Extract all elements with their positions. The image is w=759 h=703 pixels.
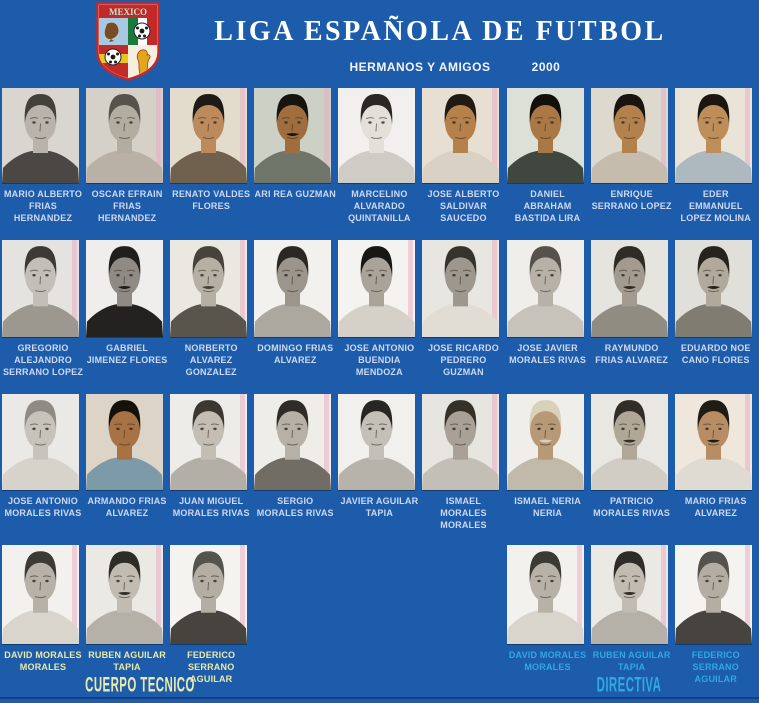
player-cell bbox=[2, 88, 86, 224]
player-photo bbox=[507, 545, 584, 644]
player-photo bbox=[2, 240, 79, 337]
player-cell bbox=[254, 240, 338, 378]
player-cell bbox=[422, 394, 506, 531]
player-portrait-icon bbox=[2, 545, 79, 644]
player-photo bbox=[170, 394, 247, 490]
league-crest-icon bbox=[96, 2, 160, 81]
player-name: RUBEN AGUILAR TAPIA bbox=[88, 650, 166, 672]
player-cell bbox=[338, 88, 422, 224]
player-photo bbox=[591, 240, 668, 337]
player-photo bbox=[338, 240, 415, 337]
player-photo bbox=[86, 545, 163, 644]
player-cell bbox=[170, 545, 254, 685]
player-portrait-icon bbox=[86, 545, 163, 644]
player-photo bbox=[2, 545, 79, 644]
player-photo bbox=[254, 240, 331, 337]
player-name: SERGIO MORALES RIVAS bbox=[256, 496, 334, 518]
player-name: JUAN MIGUEL MORALES RIVAS bbox=[172, 496, 250, 518]
team-row-1 bbox=[0, 88, 759, 224]
directiva-label: DIRECTIVA bbox=[596, 672, 662, 696]
player-name: ISMAEL MORALES MORALES bbox=[440, 496, 487, 530]
player-name: RENATO VALDES FLORES bbox=[172, 189, 251, 211]
crest-banner-text: MEXICO bbox=[109, 7, 147, 17]
player-photo bbox=[254, 394, 331, 490]
player-cell bbox=[675, 545, 759, 685]
player-name: PATRICIO MORALES RIVAS bbox=[593, 496, 671, 518]
player-photo bbox=[86, 88, 163, 183]
player-name: JAVIER AGUILAR TAPIA bbox=[340, 496, 419, 518]
player-cell bbox=[2, 394, 86, 531]
player-cell bbox=[675, 394, 759, 531]
player-portrait-icon bbox=[675, 545, 752, 644]
player-portrait-icon bbox=[591, 88, 668, 183]
player-photo bbox=[86, 394, 163, 490]
player-photo bbox=[507, 394, 584, 490]
player-cell bbox=[591, 240, 675, 378]
player-name: RAYMUNDO FRIAS ALVAREZ bbox=[595, 343, 669, 365]
player-name: GABRIEL JIMENEZ FLORES bbox=[86, 343, 168, 365]
player-portrait-icon bbox=[507, 394, 584, 490]
player-cell bbox=[591, 394, 675, 531]
player-name: EDUARDO NOE CANO FLORES bbox=[680, 343, 751, 365]
player-cell bbox=[254, 394, 338, 531]
player-name: MARCELINO ALVARADO QUINTANILLA bbox=[348, 189, 411, 223]
player-name: MARIO FRIAS ALVAREZ bbox=[684, 496, 747, 518]
player-portrait-icon bbox=[170, 545, 247, 644]
cuerpo-tecnico-label: CUERPO TECNICO bbox=[85, 672, 195, 696]
player-cell bbox=[170, 88, 254, 224]
player-name: ENRIQUE SERRANO LOPEZ bbox=[591, 189, 672, 211]
player-cell bbox=[675, 240, 759, 378]
player-name: JOSE ANTONIO BUENDIA MENDOZA bbox=[344, 343, 415, 377]
player-name: DAVID MORALES MORALES bbox=[4, 650, 82, 672]
player-name: ARMANDO FRIAS ALVAREZ bbox=[87, 496, 167, 518]
player-cell bbox=[338, 394, 422, 531]
player-portrait-icon bbox=[2, 88, 79, 183]
player-cell bbox=[591, 88, 675, 224]
player-photo bbox=[2, 394, 79, 490]
player-cell bbox=[422, 240, 506, 378]
player-portrait-icon bbox=[2, 240, 79, 337]
player-name: NORBERTO ALVAREZ GONZALEZ bbox=[184, 343, 238, 377]
player-portrait-icon bbox=[254, 240, 331, 337]
player-portrait-icon bbox=[422, 240, 499, 337]
player-name: ISMAEL NERIA NERIA bbox=[514, 496, 581, 518]
player-name: JOSE JAVIER MORALES RIVAS bbox=[509, 343, 587, 365]
player-portrait-icon bbox=[338, 394, 415, 490]
page-year: 2000 bbox=[531, 60, 561, 74]
player-cell bbox=[2, 545, 86, 685]
player-portrait-icon bbox=[507, 240, 584, 337]
player-cell bbox=[170, 394, 254, 531]
player-name: DAVID MORALES MORALES bbox=[508, 650, 587, 672]
player-photo bbox=[675, 545, 752, 644]
staff-row bbox=[0, 545, 759, 685]
player-portrait-icon bbox=[86, 240, 163, 337]
player-portrait-icon bbox=[338, 88, 415, 183]
player-name: DOMINGO FRIAS ALVAREZ bbox=[257, 343, 334, 365]
player-name: FEDERICO SERRANO AGUILAR bbox=[187, 650, 236, 684]
player-portrait-icon bbox=[675, 88, 752, 183]
player-cell bbox=[422, 88, 506, 224]
team-row-3 bbox=[0, 394, 759, 531]
player-cell bbox=[86, 545, 170, 685]
player-name: EDER EMMANUEL LOPEZ MOLINA bbox=[680, 189, 751, 223]
player-portrait-icon bbox=[254, 394, 331, 490]
player-name: RUBEN AGUILAR TAPIA bbox=[592, 650, 671, 672]
player-portrait-icon bbox=[507, 88, 584, 183]
player-portrait-icon bbox=[170, 394, 247, 490]
player-portrait-icon bbox=[675, 394, 752, 490]
player-photo bbox=[254, 88, 331, 183]
player-photo bbox=[591, 545, 668, 644]
player-name: MARIO ALBERTO FRIAS HERNANDEZ bbox=[3, 189, 83, 223]
player-photo bbox=[170, 545, 247, 644]
page-title: LIGA ESPAÑOLA DE FUTBOL bbox=[214, 16, 666, 47]
player-portrait-icon bbox=[591, 240, 668, 337]
player-name: FEDERICO SERRANO AGUILAR bbox=[691, 650, 740, 684]
player-portrait-icon bbox=[2, 394, 79, 490]
player-name: OSCAR EFRAIN FRIAS HERNANDEZ bbox=[91, 189, 163, 223]
player-photo bbox=[422, 88, 499, 183]
player-photo bbox=[422, 240, 499, 337]
player-cell bbox=[2, 240, 86, 378]
player-portrait-icon bbox=[86, 88, 163, 183]
player-photo bbox=[675, 394, 752, 490]
player-cell bbox=[254, 88, 338, 224]
empty-cell bbox=[422, 545, 506, 685]
player-photo bbox=[591, 88, 668, 183]
player-photo bbox=[422, 394, 499, 490]
player-cell bbox=[507, 88, 591, 224]
player-portrait-icon bbox=[675, 240, 752, 337]
empty-cell bbox=[338, 545, 422, 685]
player-photo bbox=[170, 240, 247, 337]
player-portrait-icon bbox=[338, 240, 415, 337]
player-name: JOSE ANTONIO MORALES RIVAS bbox=[4, 496, 82, 518]
player-name: DANIEL ABRAHAM BASTIDA LIRA bbox=[514, 189, 581, 223]
player-portrait-icon bbox=[86, 394, 163, 490]
player-portrait-icon bbox=[170, 240, 247, 337]
player-photo bbox=[675, 88, 752, 183]
player-portrait-icon bbox=[254, 88, 331, 183]
player-photo bbox=[591, 394, 668, 490]
player-cell bbox=[507, 394, 591, 531]
player-cell bbox=[170, 240, 254, 378]
player-photo bbox=[170, 88, 247, 183]
player-name: JOSE ALBERTO SALDIVAR SAUCEDO bbox=[427, 189, 500, 223]
player-photo bbox=[86, 240, 163, 337]
player-name: JOSE RICARDO PEDRERO GUZMAN bbox=[428, 343, 499, 377]
player-cell bbox=[86, 240, 170, 378]
player-photo bbox=[507, 240, 584, 337]
player-portrait-icon bbox=[507, 545, 584, 644]
player-cell bbox=[86, 394, 170, 531]
player-name: GREGORIO ALEJANDRO SERRANO LOPEZ bbox=[2, 343, 84, 377]
player-cell bbox=[507, 545, 591, 685]
player-portrait-icon bbox=[591, 394, 668, 490]
team-row-2 bbox=[0, 240, 759, 378]
player-cell bbox=[675, 88, 759, 224]
player-portrait-icon bbox=[422, 88, 499, 183]
player-portrait-icon bbox=[422, 394, 499, 490]
player-portrait-icon bbox=[591, 545, 668, 644]
player-photo bbox=[2, 88, 79, 183]
player-cell bbox=[86, 88, 170, 224]
player-cell bbox=[507, 240, 591, 378]
player-portrait-icon bbox=[170, 88, 247, 183]
player-name: ARI REA GUZMAN bbox=[254, 189, 337, 199]
player-photo bbox=[675, 240, 752, 337]
player-cell bbox=[591, 545, 675, 685]
page-subtitle: HERMANOS Y AMIGOS bbox=[349, 60, 491, 74]
player-photo bbox=[338, 88, 415, 183]
player-photo bbox=[507, 88, 584, 183]
bottom-border bbox=[0, 697, 759, 699]
player-cell bbox=[338, 240, 422, 378]
empty-cell bbox=[254, 545, 338, 685]
player-photo bbox=[338, 394, 415, 490]
